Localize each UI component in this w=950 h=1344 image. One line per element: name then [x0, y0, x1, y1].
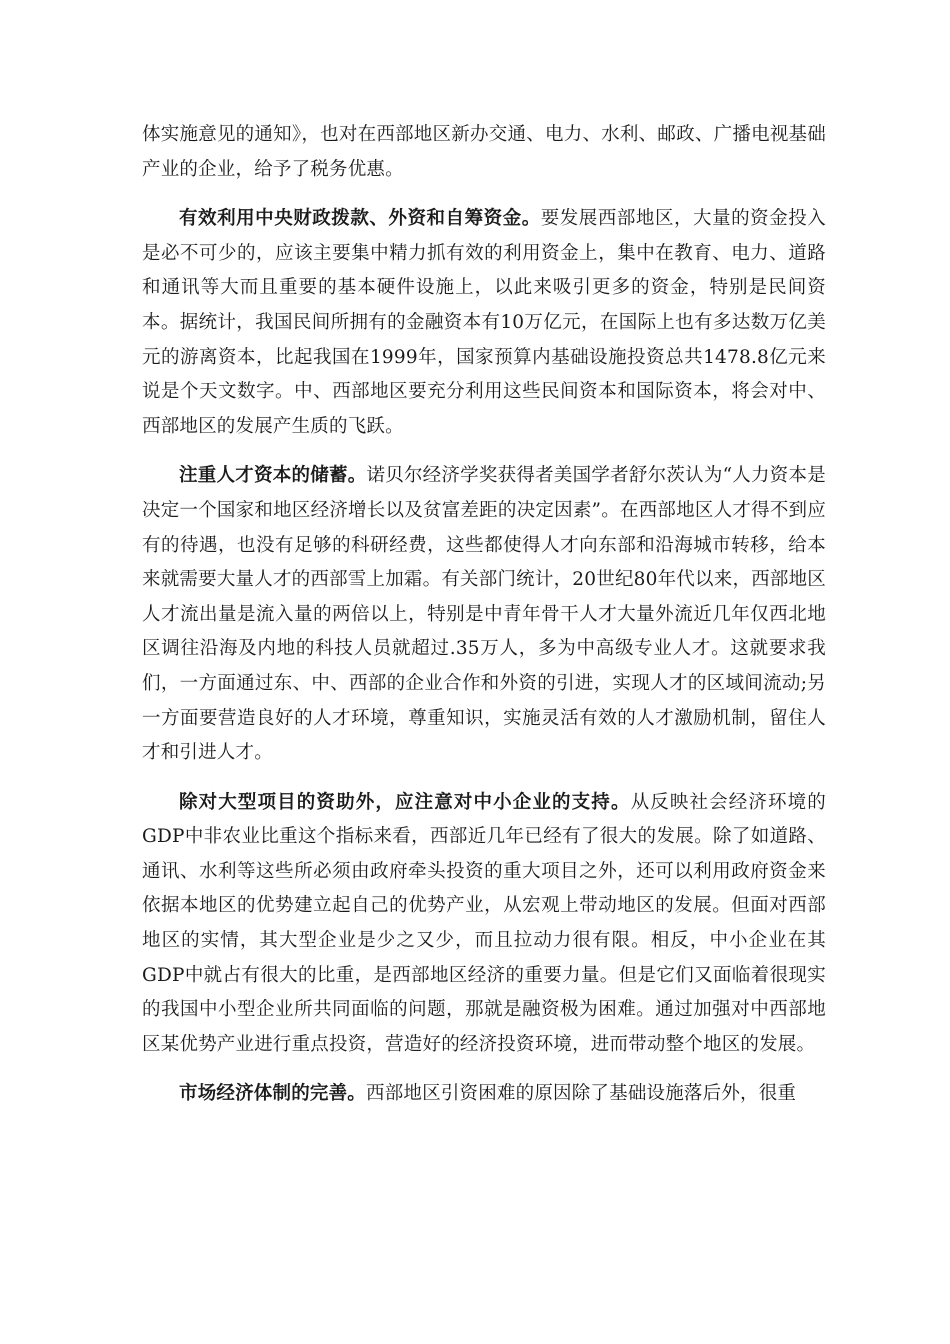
paragraph-lead: 市场经济体制的完善。 [179, 1083, 367, 1105]
paragraph-tax-continuation [142, 118, 826, 187]
document-page [142, 118, 826, 1127]
paragraph-funding [142, 202, 826, 444]
paragraph-talent [142, 459, 826, 770]
paragraph-text: 体实施意见的通知》，也对在西部地区新办交通、电力、水利、邮政、广播电视基础产业的企业，给予了税务优惠。 [142, 124, 826, 180]
paragraph-sme-support [142, 786, 826, 1063]
paragraph-text: 诺贝尔经济学奖获得者美国学者舒尔茨认为“人力资本是决定一个国家和地区经济增长以及贫富差距的决定因素”。在西部地区人才得不到应有的待遇，也没有足够的科研经费，这些都使得人才向东部和沿海城市转移，给本来就需要大量人才的西部雪上加霜。有关部门统计，20世纪80年代以来，西部地区人才流出量是流入量的两倍以上，特别是中青年骨干人才大量外流近几年仅西北地区调往沿海及内地的科技人员就超过.35万人，多为中高级专业人才。这就要求我们，一方面通过东、中、西部的企业合作和外资的引进，实现人才的区域间流动;另一方面要营造良好的人才环境，尊重知识，实施灵活有效的人才激励机制，留住人才和引进人才。 [142, 465, 826, 764]
paragraph-lead: 有效利用中央财政拨款、外资和自筹资金。 [179, 208, 541, 230]
paragraph-market-economy [142, 1077, 826, 1112]
paragraph-text: 要发展西部地区，大量的资金投入是必不可少的，应该主要集中精力抓有效的利用资金上，集中在教育、电力、道路和通讯等大而且重要的基本硬件设施上，以此来吸引更多的资金，特别是民间资本。据统计，我国民间所拥有的金融资本有10万亿元，在国际上也有多达数万亿美元的游离资本，比起我国在1999年，国家预算内基础设施投资总共1478.8亿元来说是个天文数字。中、西部地区要充分利用这些民间资本和国际资本，将会对中、西部地区的发展产生质的飞跃。 [142, 208, 826, 437]
paragraph-lead: 除对大型项目的资助外，应注意对中小企业的支持。 [179, 791, 631, 813]
paragraph-text: 从反映社会经济环境的GDP中非农业比重这个指标来看，西部近几年已经有了很大的发展。除了如道路、通讯、水利等这些所必须由政府牵头投资的重大项目之外，还可以利用政府资金来依据本地区的优势建立起自己的优势产业，从宏观上带动地区的发展。但面对西部地区的实情，其大型企业是少之又少，而且拉动力很有限。相反，中小企业在其GDP中就占有很大的比重，是西部地区经济的重要力量。但是它们又面临着很现实的我国中小型企业所共同面临的问题，那就是融资极为困难。通过加强对中西部地区某优势产业进行重点投资，营造好的经济投资环境，进而带动整个地区的发展。 [142, 791, 826, 1055]
paragraph-lead: 注重人才资本的储蓄。 [179, 465, 367, 487]
paragraph-text: 西部地区引资困难的原因除了基础设施落后外，很重 [366, 1083, 797, 1105]
